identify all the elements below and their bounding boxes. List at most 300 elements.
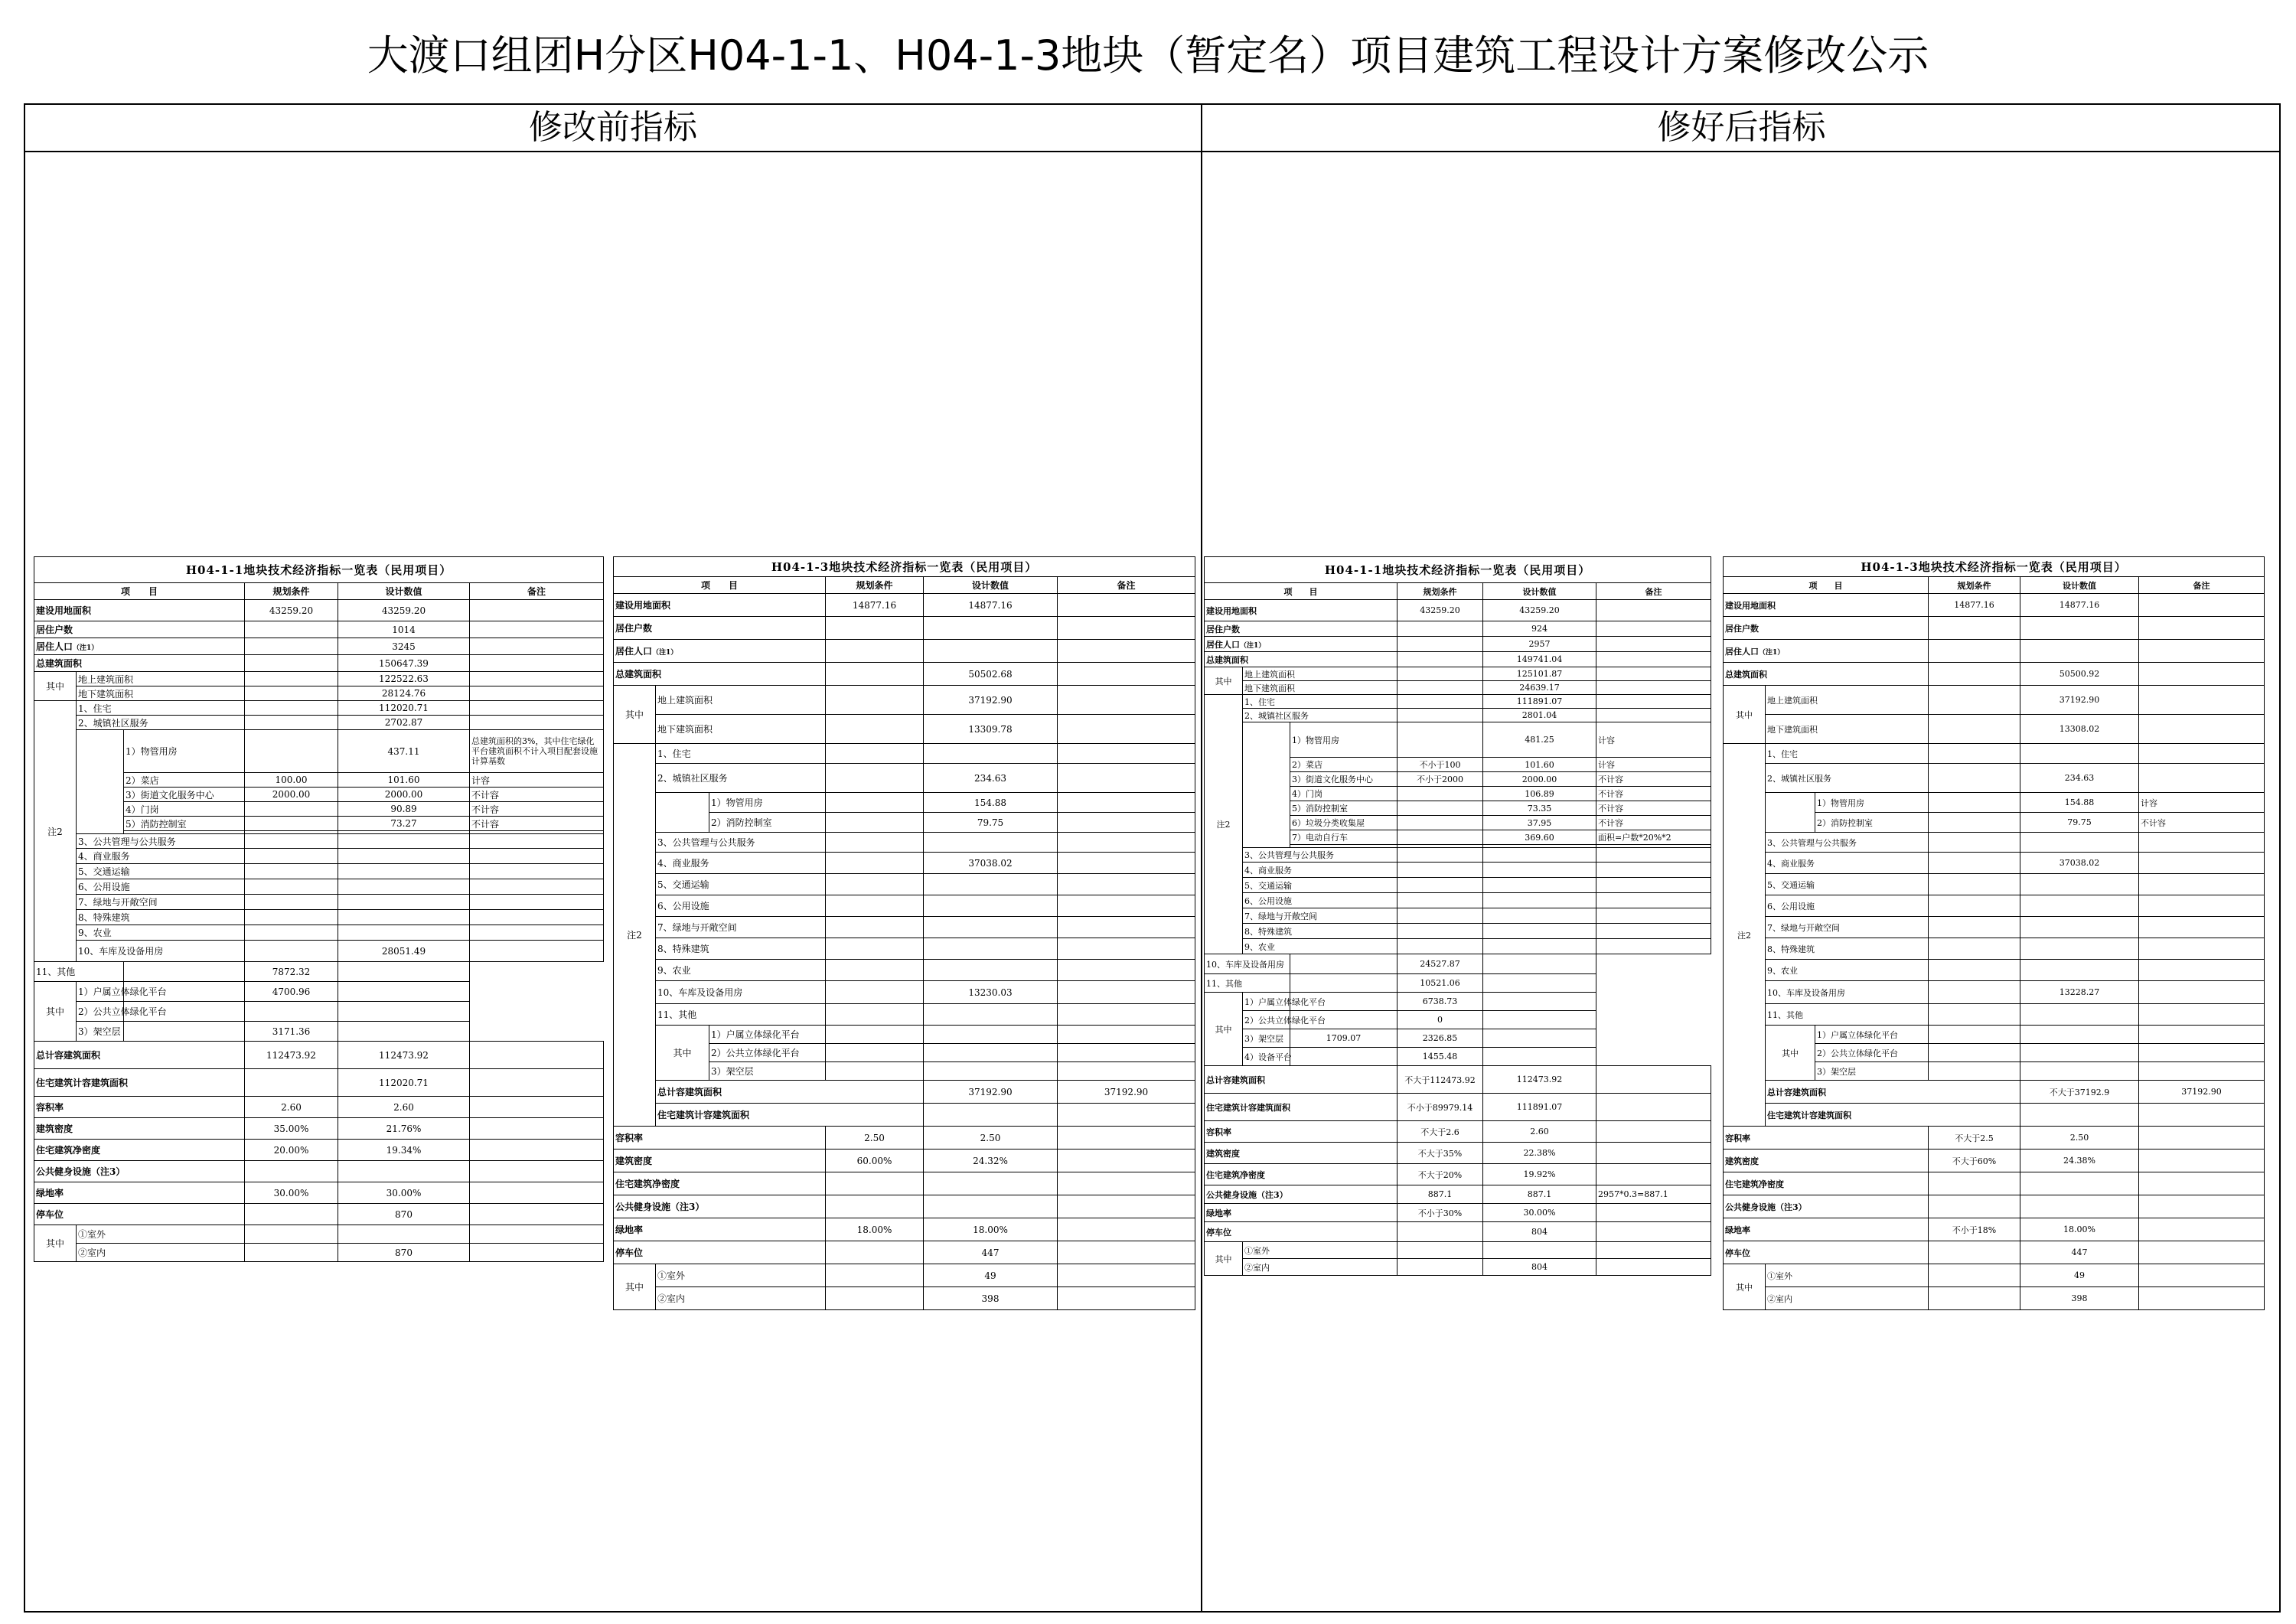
value: 50502.68 xyxy=(924,663,1058,686)
value: 37038.02 xyxy=(924,853,1058,874)
label: 停车位 xyxy=(614,1241,826,1264)
note-ref: （注1） xyxy=(73,644,99,652)
value: 14877.16 xyxy=(924,594,1058,617)
value: 887.1 xyxy=(1483,1185,1596,1204)
value: 106.89 xyxy=(1483,787,1596,801)
value: 22.38% xyxy=(1483,1143,1596,1164)
label: 停车位 xyxy=(1724,1241,1929,1264)
value: 150647.39 xyxy=(338,655,470,672)
label: 总计容建筑面积 xyxy=(1766,1081,2020,1104)
value: 60.00% xyxy=(826,1150,924,1172)
label: 2）公共立体绿化平台 xyxy=(1815,1044,1929,1062)
label: 绿地率 xyxy=(614,1218,826,1241)
label: 3）街道文化服务中心 xyxy=(124,788,245,802)
remark: 不计容 xyxy=(1596,787,1711,801)
value: 2957 xyxy=(1483,637,1596,652)
label: 地上建筑面积 xyxy=(77,672,245,686)
label: 地下建筑面积 xyxy=(1766,715,1929,744)
label: 总计容建筑面积 xyxy=(34,1042,245,1069)
label: 总建筑面积 xyxy=(34,655,245,672)
value: 3171.36 xyxy=(245,1022,338,1042)
value: 10521.06 xyxy=(1397,974,1483,993)
label: 4、商业服务 xyxy=(656,853,826,874)
value: 不大于37192.9 xyxy=(2020,1081,2139,1104)
label: 容积率 xyxy=(34,1097,245,1118)
value: 不小于100 xyxy=(1397,758,1483,772)
header-design: 设计数值 xyxy=(2020,577,2139,594)
table-h04-1-3-after xyxy=(1723,556,2264,1310)
label: 4、商业服务 xyxy=(1766,853,1929,874)
remark: 不计容 xyxy=(470,788,604,802)
label: 7、绿地与开敞空间 xyxy=(656,917,826,938)
value: 125101.87 xyxy=(1483,667,1596,681)
value: 481.25 xyxy=(1483,722,1596,758)
value: 2.60 xyxy=(338,1097,470,1118)
label: 公共健身设施（注3） xyxy=(1724,1195,1929,1218)
table-h04-1-1-after xyxy=(1204,556,1711,1276)
value: 2000.00 xyxy=(1483,772,1596,787)
value: 112473.92 xyxy=(1483,1066,1596,1094)
header-item: 项 目 xyxy=(1724,577,1929,594)
label: 地上建筑面积 xyxy=(656,686,826,715)
label: 10、车库及设备用房 xyxy=(656,981,826,1004)
remark: 计容 xyxy=(2139,793,2265,813)
value: 37192.90 xyxy=(2139,1081,2265,1104)
value: 112020.71 xyxy=(338,1069,470,1097)
label: 7）电动自行车 xyxy=(1290,830,1397,845)
label: 3、公共管理与公共服务 xyxy=(656,833,826,853)
label: 2、城镇社区服务 xyxy=(656,764,826,793)
remark: 不计容 xyxy=(1596,772,1711,787)
value: 不小于89979.14 xyxy=(1397,1094,1483,1121)
label: 容积率 xyxy=(614,1127,826,1150)
remark: 不计容 xyxy=(470,802,604,817)
value: 73.35 xyxy=(1483,801,1596,816)
label: 建筑密度 xyxy=(614,1150,826,1172)
label: 10、车库及设备用房 xyxy=(77,941,245,962)
value: 37192.90 xyxy=(1058,1081,1195,1104)
label: 11、其他 xyxy=(1205,974,1290,993)
label: 1）物管用房 xyxy=(1815,793,1929,813)
value: 49 xyxy=(2020,1264,2139,1287)
label: 其中 xyxy=(614,686,656,744)
value: 447 xyxy=(924,1241,1058,1264)
label: 1、住宅 xyxy=(1243,695,1397,709)
value: 37192.90 xyxy=(924,1081,1058,1104)
label: 居住人口 xyxy=(1725,646,1759,657)
label: 3）街道文化服务中心 xyxy=(1290,772,1397,787)
label: 2）菜店 xyxy=(124,773,245,788)
value: 2.60 xyxy=(1483,1121,1596,1143)
label: 居住人口 xyxy=(36,641,73,652)
remark: 不计容 xyxy=(470,817,604,831)
value: 43259.20 xyxy=(245,600,338,621)
value: 112473.92 xyxy=(245,1042,338,1069)
value: 19.34% xyxy=(338,1140,470,1161)
label: 3）架空层 xyxy=(1815,1062,1929,1081)
value: 不小于18% xyxy=(1929,1218,2020,1241)
value: 111891.07 xyxy=(1483,695,1596,709)
value: 37038.02 xyxy=(2020,853,2139,874)
note-ref: （注1） xyxy=(1759,648,1785,657)
header-remark: 备注 xyxy=(1058,577,1195,594)
label: 总计容建筑面积 xyxy=(1205,1066,1397,1094)
value: 90.89 xyxy=(338,802,470,817)
value: 14877.16 xyxy=(1929,594,2020,617)
label: ①室外 xyxy=(77,1225,245,1244)
value: 804 xyxy=(1483,1259,1596,1276)
value: 111891.07 xyxy=(1483,1094,1596,1121)
label: 2）消防控制室 xyxy=(709,813,826,833)
value: 149741.04 xyxy=(1483,652,1596,667)
value: 35.00% xyxy=(245,1118,338,1140)
value: 30.00% xyxy=(245,1182,338,1204)
label: 居住户数 xyxy=(34,621,245,638)
header-plan: 规划条件 xyxy=(1929,577,2020,594)
value: 2702.87 xyxy=(338,716,470,730)
label: 其中 xyxy=(1724,1264,1766,1310)
value: 154.88 xyxy=(2020,793,2139,813)
label: 8、特殊建筑 xyxy=(656,938,826,960)
label: 住宅建筑计容建筑面积 xyxy=(1205,1094,1397,1121)
before-column-label: 修改前指标 xyxy=(529,108,697,147)
value: 4700.96 xyxy=(245,982,338,1002)
label: 住宅建筑净密度 xyxy=(614,1172,826,1195)
value: 887.1 xyxy=(1397,1185,1483,1204)
value: 112473.92 xyxy=(338,1042,470,1069)
value: 24.32% xyxy=(924,1150,1058,1172)
label: 停车位 xyxy=(1205,1222,1397,1242)
label: 2）菜店 xyxy=(1290,758,1397,772)
value: 13230.03 xyxy=(924,981,1058,1004)
header-design: 设计数值 xyxy=(338,583,470,600)
label: 11、其他 xyxy=(1766,1004,1929,1026)
value: 14877.16 xyxy=(826,594,924,617)
value: 2000.00 xyxy=(338,788,470,802)
label: 总建筑面积 xyxy=(1205,652,1397,667)
value: 43259.20 xyxy=(1397,600,1483,621)
value: 37192.90 xyxy=(924,686,1058,715)
value: 2000.00 xyxy=(245,788,338,802)
label: 注2 xyxy=(34,701,77,962)
label: 1）户属立体绿化平台 xyxy=(709,1026,826,1044)
value: 234.63 xyxy=(2020,764,2139,793)
value: 79.75 xyxy=(924,813,1058,833)
value: 437.11 xyxy=(338,730,470,773)
label: ①室外 xyxy=(656,1264,826,1287)
value: 7872.32 xyxy=(245,962,338,982)
remark: 2957*0.3=887.1 xyxy=(1596,1185,1711,1204)
table-h04-1-1-before xyxy=(34,556,603,1262)
page-title: 大渡口组团H分区H04-1-1、H04-1-3地块（暂定名）项目建筑工程设计方案修改公示 xyxy=(367,31,1929,80)
column-divider xyxy=(1201,105,1202,1611)
value: 112020.71 xyxy=(338,701,470,716)
value: 398 xyxy=(924,1287,1058,1310)
header-remark: 备注 xyxy=(470,583,604,600)
label: 容积率 xyxy=(1724,1127,1929,1150)
table-title: H04-1-1地块技术经济指标一览表（民用项目） xyxy=(1205,557,1711,583)
value: 870 xyxy=(338,1204,470,1225)
value: 13228.27 xyxy=(2020,981,2139,1004)
label: 4）门岗 xyxy=(1290,787,1397,801)
value: 18.00% xyxy=(826,1218,924,1241)
label: 3）架空层 xyxy=(709,1062,826,1081)
label: 建设用地面积 xyxy=(1724,594,1929,617)
remark: 面积=户数*20%*2 xyxy=(1596,830,1711,845)
label: 住宅建筑净密度 xyxy=(34,1140,245,1161)
remark: 不计容 xyxy=(2139,813,2265,833)
note-ref: （注1） xyxy=(1240,641,1266,650)
value: 21.76% xyxy=(338,1118,470,1140)
label: 住宅建筑计容建筑面积 xyxy=(1766,1104,2020,1127)
label: 住宅建筑净密度 xyxy=(1205,1164,1397,1185)
label: 居住人口 xyxy=(1206,639,1240,650)
label: 5、交通运输 xyxy=(656,874,826,895)
label: 6）垃圾分类收集屋 xyxy=(1290,816,1397,830)
value: 49 xyxy=(924,1264,1058,1287)
label: 地下建筑面积 xyxy=(77,686,245,701)
value: 73.27 xyxy=(338,817,470,831)
label: ①室外 xyxy=(1766,1264,1929,1287)
value: 不大于35% xyxy=(1397,1143,1483,1164)
value: 1455.48 xyxy=(1397,1048,1483,1066)
label: 公共健身设施（注3） xyxy=(34,1161,245,1182)
header-plan: 规划条件 xyxy=(826,577,924,594)
value: 28051.49 xyxy=(338,941,470,962)
label: 3、公共管理与公共服务 xyxy=(1243,848,1397,863)
label: 2）公共立体绿化平台 xyxy=(709,1044,826,1062)
label: 10、车库及设备用房 xyxy=(1205,954,1290,974)
value: 2326.85 xyxy=(1397,1029,1483,1048)
value: 2.50 xyxy=(924,1127,1058,1150)
label: 2）公共立体绿化平台 xyxy=(77,1002,124,1022)
value: 不小于30% xyxy=(1397,1204,1483,1222)
label: 建设用地面积 xyxy=(34,600,245,621)
label: 地下建筑面积 xyxy=(1243,681,1397,695)
label: 注2 xyxy=(1205,695,1243,954)
value: 101.60 xyxy=(1483,758,1596,772)
label: 1）物管用房 xyxy=(1290,722,1397,758)
label: 5、交通运输 xyxy=(1766,874,1929,895)
value: 13308.02 xyxy=(2020,715,2139,744)
label: 1）户属立体绿化平台 xyxy=(1243,993,1290,1011)
label: 容积率 xyxy=(1205,1121,1397,1143)
value: 不大于2.6 xyxy=(1397,1121,1483,1143)
header-design: 设计数值 xyxy=(1483,583,1596,600)
label: 8、特殊建筑 xyxy=(1243,924,1397,939)
label: 6、公用设施 xyxy=(1766,895,1929,917)
label: 3）架空层 xyxy=(1243,1029,1290,1048)
value: 43259.20 xyxy=(338,600,470,621)
label: 建筑密度 xyxy=(1205,1143,1397,1164)
value: 24.38% xyxy=(2020,1150,2139,1172)
value: 2.50 xyxy=(826,1127,924,1150)
label: 总计容建筑面积 xyxy=(656,1081,924,1104)
header-remark: 备注 xyxy=(1596,583,1711,600)
header-design: 设计数值 xyxy=(924,577,1058,594)
value: 122522.63 xyxy=(338,672,470,686)
value: 2.50 xyxy=(2020,1127,2139,1150)
header-remark: 备注 xyxy=(2139,577,2265,594)
value: 14877.16 xyxy=(2020,594,2139,617)
label: 3、公共管理与公共服务 xyxy=(1766,833,1929,853)
label: 居住户数 xyxy=(1205,621,1397,637)
after-column-label: 修好后指标 xyxy=(1657,108,1826,147)
column-header-row xyxy=(25,105,2279,152)
header-item: 项 目 xyxy=(1205,583,1397,600)
label: 4、商业服务 xyxy=(1243,863,1397,878)
remark: 总建筑面积的3%，其中住宅绿化平台建筑面积不计入项目配套设施计算基数 xyxy=(470,730,604,773)
table-h04-1-3-before xyxy=(613,556,1195,1310)
label: 6、公用设施 xyxy=(1243,893,1397,908)
label: 建设用地面积 xyxy=(614,594,826,617)
label: 其中 xyxy=(1724,686,1766,744)
label: 住宅建筑净密度 xyxy=(1724,1172,1929,1195)
remark: 计容 xyxy=(470,773,604,788)
label: ②室内 xyxy=(1243,1259,1397,1276)
value: 不小于2000 xyxy=(1397,772,1483,787)
label: 5、交通运输 xyxy=(77,864,245,879)
label: 其中 xyxy=(614,1264,656,1310)
label: 1、住宅 xyxy=(1766,744,1929,764)
value: 234.63 xyxy=(924,764,1058,793)
label: 9、农业 xyxy=(1766,960,1929,981)
label: 3）架空层 xyxy=(77,1022,124,1042)
value: 369.60 xyxy=(1483,830,1596,845)
value: 6738.73 xyxy=(1397,993,1483,1011)
label: 地上建筑面积 xyxy=(1766,686,1929,715)
label: 住宅建筑计容建筑面积 xyxy=(34,1069,245,1097)
value: 13309.78 xyxy=(924,715,1058,744)
value: 18.00% xyxy=(2020,1218,2139,1241)
label: 9、农业 xyxy=(1243,939,1397,954)
label: 8、特殊建筑 xyxy=(77,910,245,925)
label: 绿地率 xyxy=(1724,1218,1929,1241)
note-ref: （注1） xyxy=(652,649,678,657)
label: 2、城镇社区服务 xyxy=(1243,709,1397,722)
label: 其中 xyxy=(1766,1026,1815,1081)
label: 9、农业 xyxy=(77,925,245,941)
label: 地下建筑面积 xyxy=(656,715,826,744)
value: 24639.17 xyxy=(1483,681,1596,695)
value: 不大于112473.92 xyxy=(1397,1066,1483,1094)
label: 8、特殊建筑 xyxy=(1766,938,1929,960)
label: 住宅建筑计容建筑面积 xyxy=(656,1104,924,1127)
label: 2）消防控制室 xyxy=(1815,813,1929,833)
label: 5）消防控制室 xyxy=(1290,801,1397,816)
label: 注2 xyxy=(1724,744,1766,1127)
value: 2801.04 xyxy=(1483,709,1596,722)
label: 1）户属立体绿化平台 xyxy=(1815,1026,1929,1044)
value: 100.00 xyxy=(245,773,338,788)
label: 1、住宅 xyxy=(77,701,245,716)
label: 5）消防控制室 xyxy=(124,817,245,831)
label: 总建筑面积 xyxy=(614,663,826,686)
value: 2.60 xyxy=(245,1097,338,1118)
label: 6、公用设施 xyxy=(77,879,245,895)
label: 建筑密度 xyxy=(34,1118,245,1140)
label: 居住人口 xyxy=(615,646,653,657)
remark: 计容 xyxy=(1596,758,1711,772)
value: 37192.90 xyxy=(2020,686,2139,715)
label: 4、商业服务 xyxy=(77,849,245,864)
label: 7、绿地与开敞空间 xyxy=(1766,917,1929,938)
label: 总建筑面积 xyxy=(1724,663,1929,686)
value: 18.00% xyxy=(924,1218,1058,1241)
value: 不大于20% xyxy=(1397,1164,1483,1185)
label: 1、住宅 xyxy=(656,744,826,764)
value: 924 xyxy=(1483,621,1596,637)
label: 注2 xyxy=(614,744,656,1127)
value: 43259.20 xyxy=(1483,600,1596,621)
label: 其中 xyxy=(34,672,77,701)
label: 7、绿地与开敞空间 xyxy=(77,895,245,910)
label: 1）物管用房 xyxy=(124,730,245,773)
header-item: 项 目 xyxy=(34,583,245,600)
value: 79.75 xyxy=(2020,813,2139,833)
remark: 不计容 xyxy=(1596,816,1711,830)
table-title: H04-1-3地块技术经济指标一览表（民用项目） xyxy=(1724,557,2265,577)
label: ②室内 xyxy=(1766,1287,1929,1310)
label: 其中 xyxy=(1205,993,1243,1066)
value: 870 xyxy=(338,1244,470,1262)
label: 2）公共立体绿化平台 xyxy=(1243,1011,1290,1029)
value: 37.95 xyxy=(1483,816,1596,830)
label: 11、其他 xyxy=(34,962,124,982)
label: 4）门岗 xyxy=(124,802,245,817)
label: 公共健身设施（注3） xyxy=(614,1195,826,1218)
label: 居住户数 xyxy=(1724,617,1929,640)
header-item: 项 目 xyxy=(614,577,826,594)
label: 其中 xyxy=(34,982,77,1042)
value: 804 xyxy=(1483,1222,1596,1242)
value: 0 xyxy=(1397,1011,1483,1029)
value: 1014 xyxy=(338,621,470,638)
label: 1）物管用房 xyxy=(709,793,826,813)
label: 居住户数 xyxy=(614,617,826,640)
label: 绿地率 xyxy=(1205,1204,1397,1222)
label: 其中 xyxy=(1205,1242,1243,1276)
label: 6、公用设施 xyxy=(656,895,826,917)
label: 其中 xyxy=(1205,667,1243,695)
label: 5、交通运输 xyxy=(1243,878,1397,893)
label: 3、公共管理与公共服务 xyxy=(77,834,245,849)
value: 447 xyxy=(2020,1241,2139,1264)
label: ②室内 xyxy=(656,1287,826,1310)
value: 不大于2.5 xyxy=(1929,1127,2020,1150)
label: 公共健身设施（注3） xyxy=(1205,1185,1397,1204)
value: 1709.07 xyxy=(1290,1029,1397,1048)
label: 其中 xyxy=(34,1225,77,1262)
value: 101.60 xyxy=(338,773,470,788)
label: 1）户属立体绿化平台 xyxy=(77,982,124,1002)
label: 地上建筑面积 xyxy=(1243,667,1397,681)
value: 20.00% xyxy=(245,1140,338,1161)
value: 30.00% xyxy=(1483,1204,1596,1222)
label: 7、绿地与开敞空间 xyxy=(1243,908,1397,924)
value: 不大于60% xyxy=(1929,1150,2020,1172)
label: 9、农业 xyxy=(656,960,826,981)
label: 11、其他 xyxy=(656,1004,826,1026)
label: 停车位 xyxy=(34,1204,245,1225)
value: 398 xyxy=(2020,1287,2139,1310)
value: 3245 xyxy=(338,638,470,655)
label: 2、城镇社区服务 xyxy=(1766,764,1929,793)
label: ①室外 xyxy=(1243,1242,1397,1259)
label: 绿地率 xyxy=(34,1182,245,1204)
label: ②室内 xyxy=(77,1244,245,1262)
header-plan: 规划条件 xyxy=(1397,583,1483,600)
